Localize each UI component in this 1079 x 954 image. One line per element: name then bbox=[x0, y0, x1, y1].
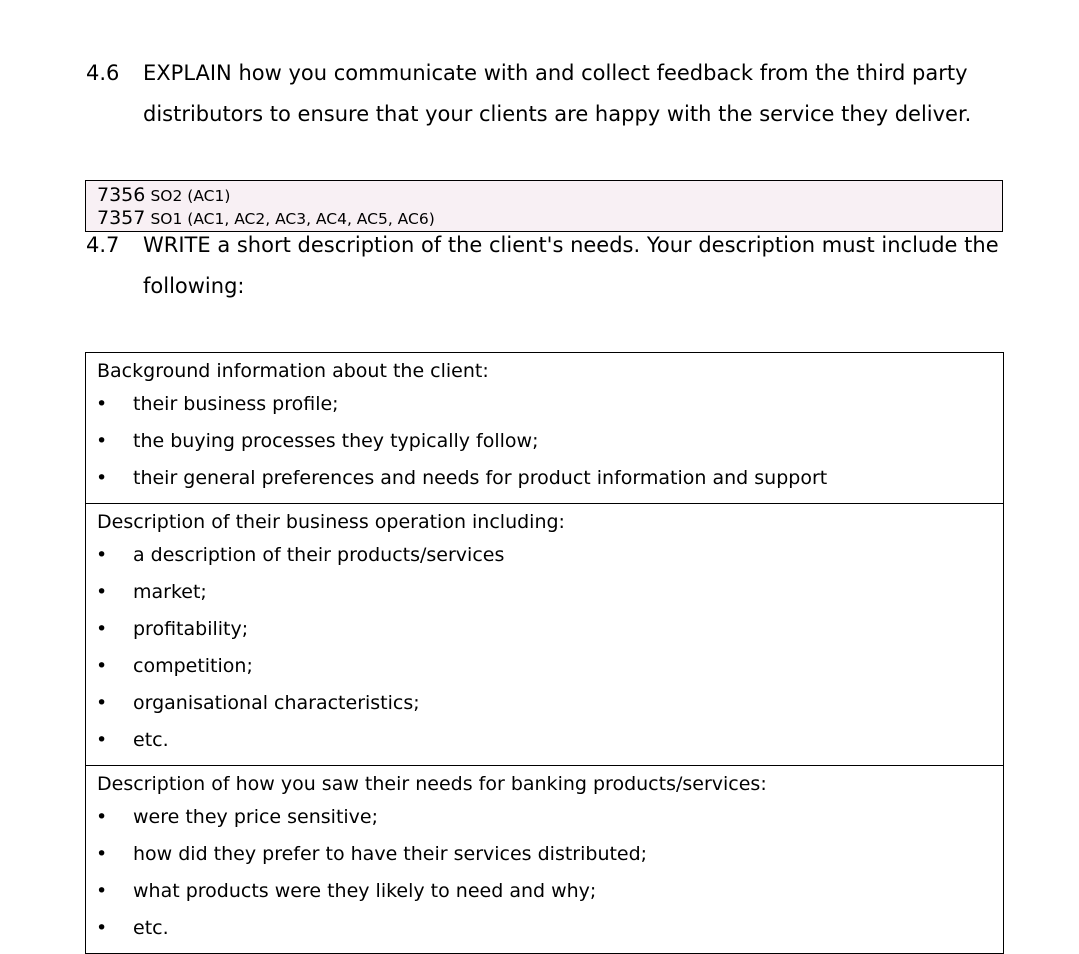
question-number: 4.6 bbox=[86, 61, 120, 85]
bullet-item: • competition; bbox=[97, 648, 993, 685]
question-number: 4.7 bbox=[86, 233, 120, 257]
bullet-item: • etc. bbox=[97, 910, 993, 947]
question-4-7 bbox=[86, 225, 1016, 306]
requirement-section-banking-needs bbox=[86, 766, 1004, 954]
bullet-item: • market; bbox=[97, 574, 993, 611]
requirements-table bbox=[85, 352, 1004, 954]
requirement-section-operation bbox=[86, 504, 1004, 766]
question-text: EXPLAIN how you communicate with and collect feedback from the third party distributors to ensure that your clients are happy with the service they deliver. bbox=[143, 61, 972, 126]
bullet-item: • organisational characteristics; bbox=[97, 685, 993, 722]
bullet-item: • their business profile; bbox=[97, 386, 993, 423]
question-text: WRITE a short description of the client's needs. Your description must include the following: bbox=[143, 233, 999, 298]
reference-line bbox=[97, 185, 230, 206]
section-heading: Background information about the client: bbox=[97, 360, 489, 382]
bullet-item: • were they price sensitive; bbox=[97, 799, 993, 836]
reference-code: 7357 bbox=[97, 207, 146, 229]
bullet-list bbox=[97, 799, 993, 947]
question-4-6 bbox=[86, 53, 1016, 134]
bullet-list bbox=[97, 537, 993, 759]
bullet-item: • a description of their products/services bbox=[97, 537, 993, 574]
reference-detail: SO1 (AC1, AC2, AC3, AC4, AC5, AC6) bbox=[150, 210, 435, 228]
reference-detail: SO2 (AC1) bbox=[150, 187, 231, 205]
bullet-item: • etc. bbox=[97, 722, 993, 759]
bullet-item: • profitability; bbox=[97, 611, 993, 648]
bullet-item: • the buying processes they typically follow; bbox=[97, 423, 993, 460]
bullet-item: • their general preferences and needs for product information and support bbox=[97, 460, 993, 497]
requirement-section-background bbox=[86, 353, 1004, 504]
section-heading: Description of how you saw their needs for banking products/services: bbox=[97, 773, 767, 795]
section-heading: Description of their business operation including: bbox=[97, 511, 565, 533]
bullet-list bbox=[97, 386, 993, 497]
bullet-item: • how did they prefer to have their services distributed; bbox=[97, 836, 993, 873]
reference-code: 7356 bbox=[97, 184, 146, 206]
bullet-item: • what products were they likely to need and why; bbox=[97, 873, 993, 910]
